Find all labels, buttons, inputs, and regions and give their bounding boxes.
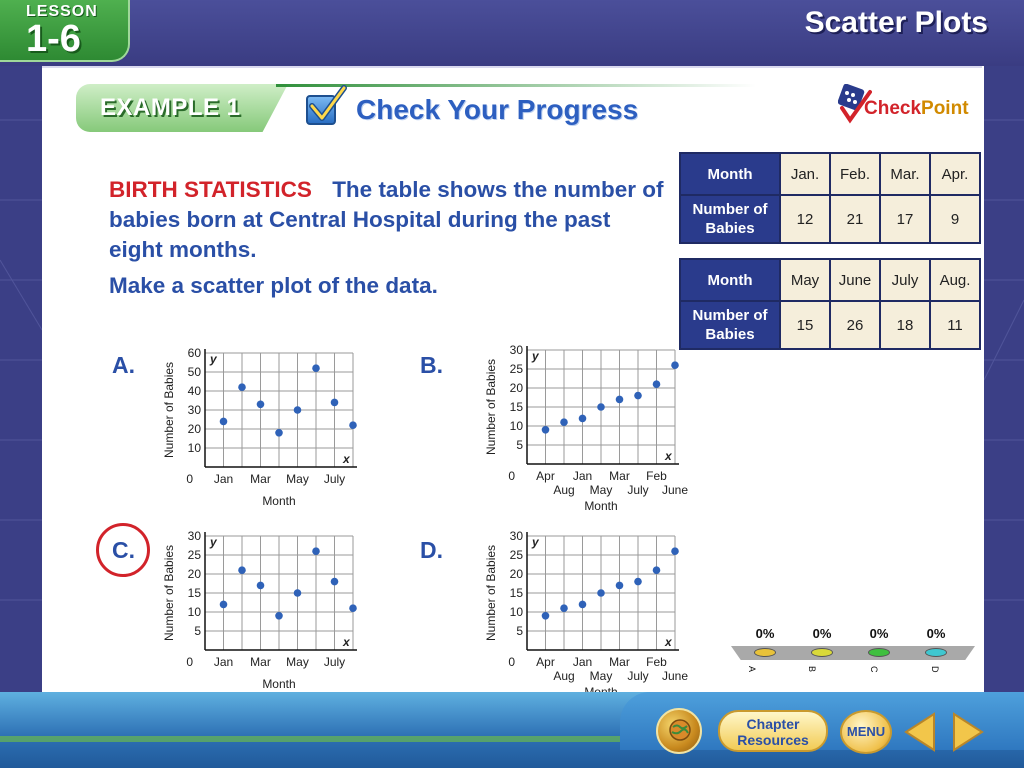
x-axis-label: Month xyxy=(262,677,296,691)
y-tick-label: 10 xyxy=(187,441,201,455)
origin-label: 0 xyxy=(186,655,193,669)
data-point xyxy=(616,396,624,404)
banner-divider xyxy=(276,84,756,87)
poll-dot-c xyxy=(868,648,890,657)
y-axis-letter: y xyxy=(532,349,539,363)
x-tick-label: Mar xyxy=(250,472,271,486)
checkpoint-point-text: Point xyxy=(921,98,969,119)
x-tick-label: Apr xyxy=(536,655,555,669)
lesson-word: LESSON xyxy=(26,3,98,20)
table-cell: Feb. xyxy=(830,153,880,195)
x-tick-label: July xyxy=(323,472,346,486)
origin-label: 0 xyxy=(508,655,515,669)
x-tick-label: Jan xyxy=(572,469,593,483)
data-point xyxy=(597,403,605,411)
data-point xyxy=(671,361,679,369)
y-tick-label: 30 xyxy=(509,343,523,357)
x-tick-label: Feb xyxy=(646,469,667,483)
table-cell: 18 xyxy=(880,301,930,349)
data-point xyxy=(238,566,246,574)
data-point xyxy=(560,418,568,426)
x-tick-label: Jan xyxy=(213,472,234,486)
page-title: Scatter Plots xyxy=(804,6,988,39)
x-tick-label: July xyxy=(323,655,346,669)
x-tick-label: May xyxy=(589,669,613,683)
y-tick-label: 15 xyxy=(509,586,523,600)
y-tick-label: 20 xyxy=(509,381,523,395)
data-point xyxy=(331,399,339,407)
poll-dot-a xyxy=(754,648,776,657)
y-tick-label: 5 xyxy=(194,624,201,638)
data-point xyxy=(597,589,605,597)
y-tick-label: 10 xyxy=(187,605,201,619)
table-row xyxy=(680,153,980,195)
data-point xyxy=(349,604,357,612)
choice-a-label[interactable]: A. xyxy=(112,352,135,378)
poll-letter-c: C xyxy=(869,666,879,673)
choice-d-label[interactable]: D. xyxy=(420,537,443,563)
table-cell: Mar. xyxy=(880,153,930,195)
table-cell: Apr. xyxy=(930,153,980,195)
origin-label: 0 xyxy=(186,472,193,486)
data-point xyxy=(312,547,320,555)
table-cell: 9 xyxy=(930,195,980,243)
scatter-chart-c[interactable] xyxy=(150,528,370,698)
data-point xyxy=(653,380,661,388)
check-your-progress-title: Check Your Progress xyxy=(356,94,639,125)
checkmark-icon xyxy=(306,84,348,126)
table-cell: 21 xyxy=(830,195,880,243)
x-axis-letter: x xyxy=(665,449,672,463)
scatter-chart-b[interactable] xyxy=(472,342,692,517)
table-cell: July xyxy=(880,259,930,301)
data-point xyxy=(312,364,320,372)
problem-heading: BIRTH STATISTICS xyxy=(109,177,312,202)
y-tick-label: 15 xyxy=(187,586,201,600)
y-tick-label: 10 xyxy=(509,605,523,619)
x-tick-label: Aug xyxy=(553,483,575,497)
panel-divider xyxy=(42,66,982,68)
example-label: EXAMPLE 1 xyxy=(100,94,241,121)
table-header-month: Month xyxy=(680,153,780,195)
y-tick-label: 20 xyxy=(509,567,523,581)
y-axis-letter: y xyxy=(210,352,217,366)
lesson-number: 1-6 xyxy=(26,18,81,60)
y-axis-letter: y xyxy=(532,535,539,549)
table-cell: 11 xyxy=(930,301,980,349)
y-tick-label: 60 xyxy=(187,346,201,360)
data-point xyxy=(331,578,339,586)
x-tick-label: July xyxy=(627,669,649,683)
poll-percent-c: 0% xyxy=(869,626,889,641)
x-axis-letter: x xyxy=(665,635,672,649)
table-cell: June xyxy=(830,259,880,301)
poll-letter-d: D xyxy=(930,666,940,673)
menu-button[interactable]: MENU xyxy=(840,710,892,754)
table-cell: 17 xyxy=(880,195,930,243)
x-axis-label: Month xyxy=(584,499,618,513)
y-tick-label: 50 xyxy=(187,365,201,379)
x-tick-label: Jan xyxy=(213,655,234,669)
data-point xyxy=(634,392,642,400)
y-tick-label: 5 xyxy=(516,438,523,452)
x-tick-label: Mar xyxy=(609,469,630,483)
next-arrow-icon[interactable] xyxy=(948,710,988,754)
problem-text xyxy=(109,175,669,301)
y-axis-label: Number of Babies xyxy=(484,544,498,642)
table-cell: 26 xyxy=(830,301,880,349)
x-tick-label: Mar xyxy=(250,655,271,669)
checkpoint-wordmark xyxy=(864,98,969,120)
x-tick-label: Mar xyxy=(609,655,630,669)
choice-c-label[interactable]: C. xyxy=(112,537,135,563)
x-tick-label: June xyxy=(661,669,689,683)
data-point xyxy=(579,601,587,609)
y-axis-label: Number of Babies xyxy=(484,358,498,456)
data-table-1 xyxy=(679,152,981,244)
data-point xyxy=(616,582,624,590)
y-tick-label: 30 xyxy=(187,529,201,543)
data-point xyxy=(542,426,550,434)
y-tick-label: 10 xyxy=(509,419,523,433)
table-cell: Jan. xyxy=(780,153,830,195)
data-point xyxy=(294,589,302,597)
y-tick-label: 25 xyxy=(509,362,523,376)
data-point xyxy=(220,418,228,426)
previous-arrow-icon[interactable] xyxy=(900,710,940,754)
data-table-2 xyxy=(679,258,981,350)
y-tick-label: 30 xyxy=(509,529,523,543)
data-point xyxy=(238,383,246,391)
table-header-month: Month xyxy=(680,259,780,301)
y-tick-label: 20 xyxy=(187,567,201,581)
table-cell: Aug. xyxy=(930,259,980,301)
poll-percent-a: 0% xyxy=(755,626,775,641)
x-tick-label: July xyxy=(627,483,649,497)
y-tick-label: 40 xyxy=(187,384,201,398)
problem-question: Make a scatter plot of the data. xyxy=(109,273,438,298)
table-cell: 12 xyxy=(780,195,830,243)
poll-percent-b: 0% xyxy=(812,626,832,641)
x-tick-label: June xyxy=(661,483,689,497)
x-tick-label: Apr xyxy=(536,469,555,483)
scatter-chart-a[interactable] xyxy=(150,345,370,515)
x-tick-label: Feb xyxy=(646,655,667,669)
y-tick-label: 25 xyxy=(187,548,201,562)
data-point xyxy=(275,429,283,437)
checkpoint-check-text: Check xyxy=(864,98,922,119)
data-point xyxy=(257,401,265,409)
chart-grid xyxy=(205,536,353,650)
y-tick-label: 20 xyxy=(187,422,201,436)
x-tick-label: Jan xyxy=(572,655,593,669)
data-point xyxy=(579,415,587,423)
y-tick-label: 5 xyxy=(516,624,523,638)
poll-letter-b: B xyxy=(807,666,817,673)
y-tick-label: 25 xyxy=(509,548,523,562)
table-cell: 15 xyxy=(780,301,830,349)
data-point xyxy=(542,612,550,620)
poll-percent-d: 0% xyxy=(926,626,946,641)
x-axis-letter: x xyxy=(343,635,350,649)
scatter-chart-d[interactable] xyxy=(472,528,692,698)
x-tick-label: May xyxy=(286,655,309,669)
table-header-babies: Number of Babies xyxy=(680,301,780,349)
poll-dot-b xyxy=(811,648,833,657)
y-tick-label: 30 xyxy=(187,403,201,417)
table-row xyxy=(680,195,980,243)
poll-letter-a: A xyxy=(747,666,757,673)
table-cell: May xyxy=(780,259,830,301)
data-point xyxy=(275,612,283,620)
poll-dot-d xyxy=(925,648,947,657)
x-axis-letter: x xyxy=(343,452,350,466)
chart-grid xyxy=(205,353,353,467)
data-point xyxy=(257,582,265,590)
problem-statement: The table shows the number of babies born at Central Hospital during the past eight months. xyxy=(109,177,664,262)
choice-b-label[interactable]: B. xyxy=(420,352,443,378)
data-point xyxy=(560,604,568,612)
x-tick-label: May xyxy=(589,483,613,497)
y-axis-label: Number of Babies xyxy=(162,544,176,642)
data-point xyxy=(220,601,228,609)
x-tick-label: Aug xyxy=(553,669,575,683)
data-point xyxy=(671,547,679,555)
chapter-resources-button[interactable]: Chapter Resources xyxy=(718,710,828,752)
data-point xyxy=(634,578,642,586)
y-axis-label: Number of Babies xyxy=(162,361,176,459)
data-point xyxy=(653,566,661,574)
y-axis-letter: y xyxy=(210,535,217,549)
x-axis-label: Month xyxy=(262,494,296,508)
origin-label: 0 xyxy=(508,469,515,483)
table-row xyxy=(680,301,980,349)
response-poll xyxy=(727,626,977,696)
y-tick-label: 15 xyxy=(509,400,523,414)
x-tick-label: May xyxy=(286,472,309,486)
table-row xyxy=(680,259,980,301)
data-point xyxy=(294,406,302,414)
data-point xyxy=(349,421,357,429)
table-header-babies: Number of Babies xyxy=(680,195,780,243)
globe-icon xyxy=(668,718,692,742)
